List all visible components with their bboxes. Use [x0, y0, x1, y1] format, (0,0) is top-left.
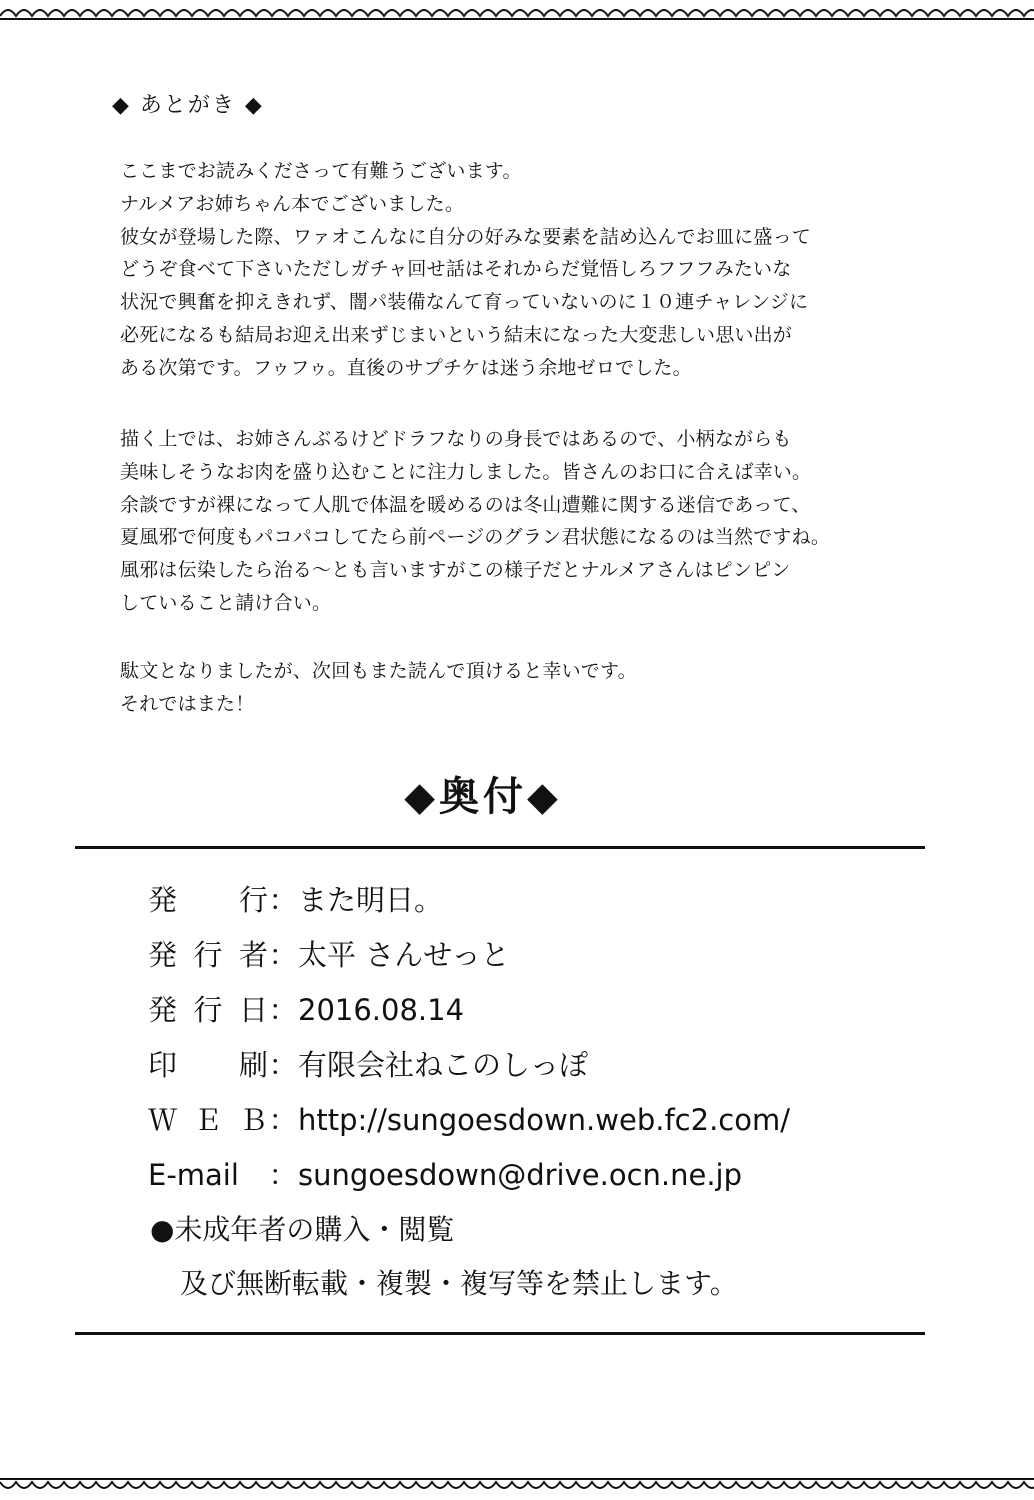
- issuer-value: 太平 さんせっと: [298, 938, 510, 972]
- afterword-paragraph-2: [120, 423, 830, 620]
- bottom-border-ornament: [0, 1478, 1034, 1498]
- colophon-title: ◆奥付◆: [404, 774, 562, 820]
- separator: ：: [268, 1103, 298, 1137]
- afterword-paragraph-3: [120, 655, 637, 721]
- afterword-line: ナルメアお姉ちゃん本でございました。: [120, 192, 465, 215]
- scallop-ornament: [0, 10, 1034, 16]
- separator: ：: [268, 993, 298, 1027]
- issue-date-row: [148, 983, 790, 1038]
- afterword-line: 状況で興奮を抑えきれず、闇パ装備なんて育っていないのに１０連チャレンジに: [120, 291, 809, 314]
- afterword-paragraph-1: [120, 155, 811, 385]
- notice-line: ●未成年者の購入・閲覧: [150, 1213, 455, 1246]
- publisher-row: [148, 873, 790, 928]
- afterword-line: 必死になるも結局お迎え出来ずじまいという結末になった大変悲しい思い出が: [120, 323, 793, 346]
- afterword-line: 描く上では、お姉さんぶるけどドラフなりの身長ではあるので、小柄ながらも: [120, 428, 792, 450]
- separator: ：: [268, 883, 298, 917]
- web-url[interactable]: http://sungoesdown.web.fc2.com/: [298, 1103, 790, 1137]
- issuer-row: [148, 928, 790, 983]
- notice-line: 及び無断転載・複製・複写等を禁止します。: [180, 1267, 738, 1300]
- scallop-ornament: [0, 1482, 1034, 1488]
- email-address[interactable]: sungoesdown@drive.ocn.ne.jp: [298, 1158, 743, 1192]
- afterword-line: ここまでお読みくださって有難うございます。: [120, 160, 522, 182]
- colophon-bottom-rule: [75, 1332, 925, 1335]
- printer-value: 有限会社ねこのしっぽ: [298, 1048, 589, 1082]
- afterword-line: どうぞ食べて下さいただしガチャ回せ話はそれからだ覚悟しろフフフみたいな: [120, 258, 792, 281]
- separator: ：: [268, 1048, 298, 1082]
- printer-row: [148, 1038, 790, 1093]
- afterword-line: 美味しそうなお肉を盛り込むことに注力しました。皆さんのお口に合えば幸い。: [120, 460, 812, 483]
- afterword-line: ある次第です。フゥフゥ。直後のサプチケは迷う余地ゼロでした。: [120, 356, 692, 379]
- publisher-label: 発 行: [148, 883, 268, 917]
- afterword-line: 夏風邪で何度もパコパコしてたら前ページのグラン君状態になるのは当然ですね。: [120, 526, 831, 549]
- web-row: [148, 1093, 790, 1148]
- issue-date-label: 発行日: [148, 993, 268, 1027]
- afterword-line: 風邪は伝染したら治る～とも言いますがこの様子だとナルメアさんはピンピン: [120, 559, 791, 582]
- top-border-ornament: [0, 0, 1034, 20]
- colophon-top-rule: [75, 846, 925, 849]
- publisher-value: また明日。: [298, 883, 444, 917]
- afterword-line: 駄文となりましたが、次回もまた読んで頂けると幸いです。: [120, 660, 637, 682]
- issuer-label: 発行者: [148, 938, 268, 972]
- afterword-line: 彼女が登場した際、ワァオこんなに自分の好みな要素を詰め込んでお皿に盛って: [120, 225, 812, 248]
- afterword-line: 余談ですが裸になって人肌で体温を暖めるのは冬山遭難に関する迷信であって、: [120, 493, 811, 516]
- afterword-line: それではまた！: [120, 692, 255, 715]
- web-label: ＷＥＢ: [148, 1103, 268, 1137]
- colophon-info: [148, 873, 790, 1203]
- separator: ：: [268, 1158, 298, 1192]
- prohibition-notice: [150, 1203, 738, 1311]
- issue-date-value: 2016.08.14: [298, 993, 465, 1027]
- email-row: [148, 1148, 790, 1203]
- printer-label: 印 刷: [148, 1048, 268, 1082]
- afterword-title: ◆ あとがき ◆: [112, 93, 264, 118]
- separator: ：: [268, 938, 298, 972]
- email-label: E-mail: [148, 1158, 239, 1192]
- afterword-line: していること請け合い。: [120, 591, 332, 614]
